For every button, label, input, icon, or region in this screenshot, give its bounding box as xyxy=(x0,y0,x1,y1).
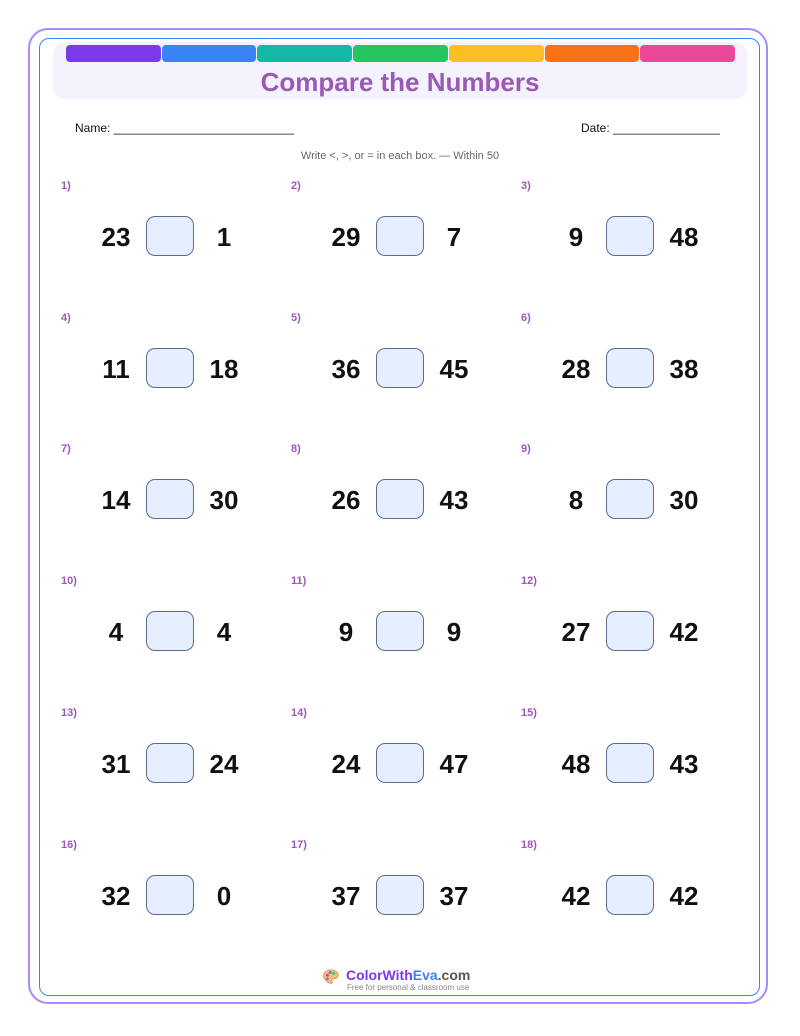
right-number: 1 xyxy=(216,222,232,252)
right-number: 7 xyxy=(446,222,462,252)
problem-number: 18) xyxy=(521,839,537,851)
left-number: 48 xyxy=(561,749,591,779)
problem-number: 3) xyxy=(521,180,531,192)
palette-icon xyxy=(322,968,340,986)
left-number: 31 xyxy=(101,749,131,779)
answer-box[interactable] xyxy=(146,875,194,915)
brand-name: ColorWith xyxy=(346,967,413,983)
problem-number: 9) xyxy=(521,443,531,455)
right-number: 9 xyxy=(446,617,462,647)
page-title: Compare the Numbers xyxy=(260,67,540,97)
left-number: 9 xyxy=(338,617,354,647)
right-number: 24 xyxy=(209,749,239,779)
color-bar-segment xyxy=(545,45,640,62)
right-number: 48 xyxy=(669,222,699,252)
right-number: 0 xyxy=(216,881,232,911)
right-number: 18 xyxy=(209,354,239,384)
problem-item xyxy=(61,575,291,685)
answer-box[interactable] xyxy=(376,479,424,519)
right-number: 4 xyxy=(216,617,232,647)
footer-logo xyxy=(322,966,522,996)
color-bar-segment xyxy=(640,45,735,62)
left-number: 37 xyxy=(331,881,361,911)
left-number: 32 xyxy=(101,881,131,911)
answer-box[interactable] xyxy=(376,875,424,915)
problem-item xyxy=(521,707,751,817)
problem-number: 13) xyxy=(61,707,77,719)
right-number: 43 xyxy=(669,749,699,779)
problem-number: 4) xyxy=(61,312,71,324)
problem-item xyxy=(291,443,521,553)
left-number: 36 xyxy=(331,354,361,384)
problem-item xyxy=(291,180,521,290)
right-number: 38 xyxy=(669,354,699,384)
answer-box[interactable] xyxy=(376,611,424,651)
problem-number: 8) xyxy=(291,443,301,455)
name-field[interactable]: Name: ___________________________ xyxy=(75,121,294,135)
answer-box[interactable] xyxy=(606,743,654,783)
problem-number: 11) xyxy=(291,575,307,587)
answer-box[interactable] xyxy=(606,479,654,519)
answer-box[interactable] xyxy=(606,611,654,651)
problem-number: 12) xyxy=(521,575,537,587)
problem-number: 7) xyxy=(61,443,71,455)
problem-number: 5) xyxy=(291,312,301,324)
problem-item xyxy=(291,839,521,949)
left-number: 27 xyxy=(561,617,591,647)
problem-item xyxy=(61,180,291,290)
problem-item xyxy=(521,575,751,685)
color-bar-segment xyxy=(66,45,161,62)
left-number: 8 xyxy=(568,485,584,515)
answer-box[interactable] xyxy=(376,743,424,783)
right-number: 42 xyxy=(669,617,699,647)
problem-item xyxy=(521,839,751,949)
date-field[interactable]: Date: ________________ xyxy=(581,121,720,135)
right-number: 30 xyxy=(209,485,239,515)
color-bar-segment xyxy=(162,45,257,62)
answer-box[interactable] xyxy=(146,216,194,256)
problem-number: 15) xyxy=(521,707,537,719)
problem-number: 10) xyxy=(61,575,77,587)
right-number: 42 xyxy=(669,881,699,911)
problem-item xyxy=(521,443,751,553)
problem-number: 14) xyxy=(291,707,307,719)
problem-item xyxy=(521,312,751,422)
right-number: 47 xyxy=(439,749,469,779)
problem-item xyxy=(61,443,291,553)
answer-box[interactable] xyxy=(146,348,194,388)
left-number: 9 xyxy=(568,222,584,252)
problem-item xyxy=(291,312,521,422)
left-number: 24 xyxy=(331,749,361,779)
answer-box[interactable] xyxy=(376,348,424,388)
left-number: 29 xyxy=(331,222,361,252)
problem-item xyxy=(291,707,521,817)
problem-number: 6) xyxy=(521,312,531,324)
left-number: 4 xyxy=(108,617,124,647)
answer-box[interactable] xyxy=(606,216,654,256)
right-number: 30 xyxy=(669,485,699,515)
color-bar-segment xyxy=(257,45,352,62)
left-number: 42 xyxy=(561,881,591,911)
problem-item xyxy=(291,575,521,685)
right-number: 37 xyxy=(439,881,469,911)
problem-item xyxy=(61,312,291,422)
instructions: Write <, >, or = in each box. — Within 50 xyxy=(300,150,500,162)
problem-number: 17) xyxy=(291,839,307,851)
problem-item xyxy=(521,180,751,290)
answer-box[interactable] xyxy=(146,743,194,783)
rainbow-color-bar xyxy=(66,45,735,62)
brand-name-eva: Eva xyxy=(412,967,438,983)
problem-number: 1) xyxy=(61,180,71,192)
right-number: 45 xyxy=(439,354,469,384)
brand-domain: .com xyxy=(437,967,471,983)
problem-number: 16) xyxy=(61,839,77,851)
footer-tagline: Free for personal & classroom use xyxy=(347,983,470,992)
answer-box[interactable] xyxy=(606,348,654,388)
right-number: 43 xyxy=(439,485,469,515)
problem-number: 2) xyxy=(291,180,301,192)
left-number: 26 xyxy=(331,485,361,515)
problem-item xyxy=(61,839,291,949)
answer-box[interactable] xyxy=(606,875,654,915)
color-bar-segment xyxy=(353,45,448,62)
answer-box[interactable] xyxy=(146,611,194,651)
problem-item xyxy=(61,707,291,817)
answer-box[interactable] xyxy=(146,479,194,519)
answer-box[interactable] xyxy=(376,216,424,256)
left-number: 28 xyxy=(561,354,591,384)
left-number: 14 xyxy=(101,485,131,515)
color-bar-segment xyxy=(449,45,544,62)
left-number: 11 xyxy=(102,354,130,384)
left-number: 23 xyxy=(101,222,131,252)
